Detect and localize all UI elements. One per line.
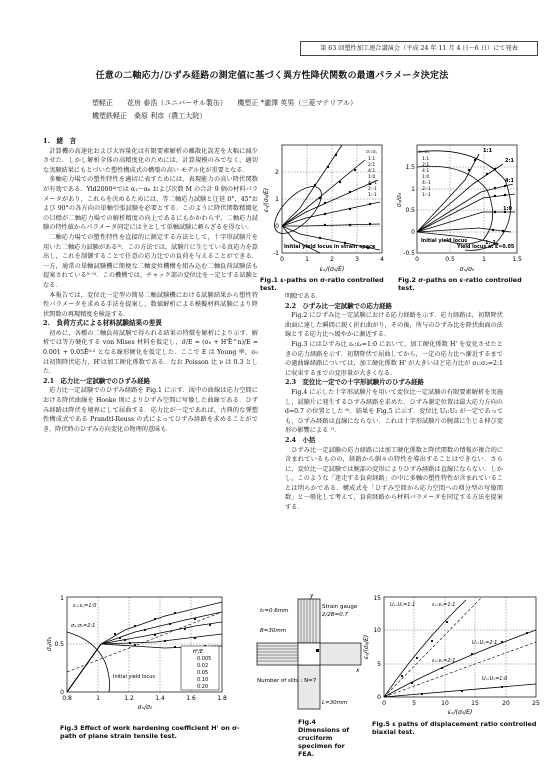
svg-text:3: 3	[355, 256, 359, 263]
path-1-0	[282, 202, 380, 226]
svg-text:1:1: 1:1	[483, 148, 492, 154]
paragraph: ひずみ比一定試験の応力経路には加工硬化係数と降伏関数の情報が複合的に含まれているものの，経路から個々の特性を導出することはできない．さらに，変位比一定試験では腕部の変形によりひずみ経路は直線にならない．しかし，このような「迷走する負荷経路」の中に多軸の塑性特性が含まれていることは明らかである．構成式を「ひずみ空間から応力空間への増分型の写像関数」と一般化して考えて，負荷経路から材料パラメータを同定する方法を提案する．	[285, 446, 503, 512]
paragraph: 本報告では，変位比一定型の簡易二軸試験機における試験結果から塑性特性パラメータを求める手法を提案し，数値解析による模擬材料試験により降伏関数の再現精度を検証する．	[43, 291, 258, 318]
svg-text:0.8: 0.8	[62, 695, 72, 702]
y-tick-labels	[403, 164, 415, 257]
svg-text:0.20: 0.20	[197, 684, 209, 690]
reference-lines	[384, 597, 536, 697]
svg-text:1.8: 1.8	[217, 695, 227, 702]
paragraph: 明瞭である．	[285, 293, 323, 300]
svg-text:1: 1	[96, 695, 100, 702]
path-1-1	[282, 145, 342, 226]
legend-title: σₓ:σᵧ	[366, 150, 377, 155]
annotation-2: Yield locus at Ē=0.05	[457, 245, 515, 250]
svg-text:0.5: 0.5	[54, 641, 64, 648]
legend	[422, 156, 431, 198]
section-2-2-heading: 2.2 ひずみ比一定試験での応力経路	[285, 301, 392, 310]
width-label: B=30mm	[260, 628, 287, 634]
paragraph: Fig.3 にはひずみ比 εᵣ:εᵣ=1:0 において，加工硬化係数 H' を変化させたときの応力経路を示す．初期降伏で屈曲してから，一定の応力比へ漸近するまでの過曲線経路については，加工硬化係数 H' が大きいほど応力比が σ₁:σ₂=2:1 に収束するまでの変形量が大きくなる．	[285, 340, 503, 377]
path-4-1	[282, 180, 378, 226]
x-axis-label: σₓ/σ₀	[459, 266, 475, 273]
section-2-3-heading: 2.3 変位比一定での十字形試験片のひずみ経路	[285, 378, 424, 387]
x-tick-labels	[280, 256, 384, 263]
gauge-position-label: 2/2B=0.7	[322, 612, 348, 618]
figure-3-caption: Fig.3 Effect of work hardening coefficient H' on σ-path of plane strain tensile test.	[60, 724, 240, 740]
paper-title: 任意の二軸応力/ひずみ経路の測定値に基づく異方性降伏関数の最適パラメータ決定法	[95, 71, 449, 81]
svg-text:4:1: 4:1	[368, 169, 376, 174]
svg-text:0.02: 0.02	[197, 663, 209, 669]
paragraph: 多軸応力場での塑性特性を適切に表すためには，表現能力の高い降伏関数が有効である．Yld2000⁴⁾では α₁〜α₈ および次数 M の合計 9 個の材料パラメータがあり，これらを決めるためには，等二軸応力試験と圧延 0°，45°および 90°の各方向の単軸引張試験を必要とする．このように降伏関数精緻化の目標が二軸応力場での解析精度の向上であるにもかかわらず，二軸応力試験の特性値からパラメータ同定には主として単軸試験に頼らざるを得ない．	[43, 176, 258, 232]
paragraph: 計算機の高速化および大容量化は有限要素解析の離散化誤差を大幅に減少させた．しかし解析全体の高精度化のためには，計算規模のみでなく，適切な実験結果にもとづいた塑性構成式の構築の高い モデル化が重要となる．	[43, 147, 258, 174]
svg-text:10: 10	[441, 700, 449, 707]
paragraph: Fig.2 にひずみ比一定試験における応力経路を示す．応力経路は，初期降伏曲面に達した瞬間に鋭く折れ曲がり，その後，所与のひずみ比を降伏曲面の法線とする応力比へ緩やかに漸近する．	[285, 312, 503, 339]
legend-title: H'/E	[193, 649, 203, 655]
annotation: Initial yield locus in strain space	[284, 244, 376, 250]
annotation-1: Initial yield locus	[421, 239, 468, 244]
author-block	[92, 97, 512, 123]
svg-text:1: 1	[482, 256, 486, 263]
section-2-4-heading: 2.4 小括	[285, 435, 316, 444]
ratio-label-2: σₓ:σᵧ=2:1	[71, 623, 96, 629]
svg-text:1: 1	[411, 186, 415, 193]
svg-text:εₓ:εᵧ=1:1: εₓ:εᵧ=1:1	[432, 602, 456, 608]
figure-5-caption: Fig.5 ε paths of displacement ratio controlled biaxial test.	[372, 720, 537, 736]
thickness-label: t₀=0.6mm	[260, 608, 289, 614]
svg-text:15: 15	[471, 700, 479, 707]
svg-text:25: 25	[532, 700, 540, 707]
paragraph: 応力比一定試験でのひずみ経路を Fig.1 に示す．図中の曲線は応力空間における降伏曲線を Hooke 則によりひずみ空間に写像した曲線である．ひずみ経路は降伏を境界にして屈曲する．応力比が一定であれば，古典的な弾塑性構成式である Prandtl-Reuss の式によってひずみ経路を求めることができ，降伏時のひずみ方向変化の物理的意味も	[43, 387, 258, 433]
svg-text:1:-1: 1:-1	[422, 193, 431, 198]
svg-text:0: 0	[415, 256, 419, 263]
svg-text:εₓ:εᵧ=2:1: εₓ:εᵧ=2:1	[432, 658, 456, 664]
ratio-label-1: εₓ:εᵧ=1:0	[73, 603, 97, 609]
strain-gauge-label: Strain gauge	[322, 604, 358, 610]
conference-header: 第 63 回塑性加工連合講演会（平成 24 年 11 月 4 日～6 日）にて発表	[300, 41, 538, 56]
right-column	[285, 292, 503, 590]
svg-text:1:-1: 1:-1	[485, 240, 497, 246]
x-axis-marker: x	[356, 667, 360, 674]
x-tick-labels	[62, 695, 227, 702]
svg-text:0.05: 0.05	[197, 670, 209, 676]
svg-text:0: 0	[275, 223, 279, 230]
svg-text:0: 0	[411, 229, 415, 236]
svg-text:0: 0	[60, 689, 64, 696]
legend-title: εₓ:εᵧ	[419, 150, 430, 155]
paragraph: Fig.4 に示した十字形試験片を用いて変位比一定試験の有限要素解析を実施し，試験片に発生するひずみ経路を求めた．ひずみ測定位置は最大応力方向の d=0.7 の位置とした ⁶⁾．結果を Fig.5 に示す．変位比 U₁:U₂ が一定であっても，ひずみ経路は直線にならない．これは十字形試験片の腕部に生じる伸び変形の影響による ⁷⁾．	[285, 388, 503, 435]
svg-text:4: 4	[380, 256, 384, 263]
y-axis-label: σᵧ/σ₀	[46, 636, 53, 652]
svg-text:1:1: 1:1	[422, 157, 430, 162]
figure-1	[260, 140, 390, 275]
y-axis-label: σᵧ/σ₀	[396, 192, 403, 208]
svg-text:1:0: 1:0	[503, 206, 512, 212]
figure-2	[395, 140, 525, 275]
svg-text:1: 1	[305, 256, 309, 263]
svg-text:0.10: 0.10	[197, 677, 209, 683]
svg-text:0.5: 0.5	[405, 207, 415, 214]
path-2-1	[282, 160, 365, 226]
svg-text:5: 5	[377, 661, 381, 668]
svg-text:2:-1: 2:-1	[422, 187, 431, 192]
paragraph: 初めに，各種の二軸負荷試験で得られる結果の特徴を解析により示す．解析では等方硬化する von Mises 材料を仮定し，σ̄/E = (σ₀ + H'Ē^n)/E = 0.001 + 0.05Ē⁰·² となる線形硬化を仮定した．ここで E は Young 率，σ₀ は初期降伏応力，H'は加工硬化係数である．なお Poisson 比 ν は 0.3 とした．	[43, 329, 258, 376]
svg-text:4:-1: 4:-1	[368, 181, 377, 186]
svg-text:1:1: 1:1	[368, 157, 376, 162]
section-2-1-heading: 2.1 応力比一定試験でのひずみ経路	[43, 376, 150, 385]
svg-text:-1: -1	[273, 250, 279, 257]
svg-text:2:1: 2:1	[368, 163, 376, 168]
stress-paths	[417, 154, 515, 244]
left-column	[43, 137, 258, 587]
paragraph: 二軸応力場での塑性特性を直接的に測定する方法として，十字形試験片を用いた二軸応力試験がある³⁾．この方法では，試験片に生じている真応力を算出し，これを制御することで任意の応力比での負荷を与えることができる．一方，通常の単軸試験機に簡便な二軸変位機構を組み込む二軸負荷試験法も提案されている³⁻⁵⁾．この機構では，チャック部の変位比を一定とする試験となる．	[43, 233, 258, 289]
figure-3	[45, 592, 230, 712]
author-line-2: 機塑鉄軽正 桑原 利彦（農工大院）	[92, 112, 207, 120]
svg-text:20: 20	[502, 700, 510, 707]
figure-4-caption: Fig.4 Dimensions of cruciform specimen for FEA.	[298, 718, 350, 758]
y-tick-labels	[54, 595, 64, 696]
svg-text:1:-1: 1:-1	[368, 193, 377, 198]
svg-text:1.4: 1.4	[155, 695, 165, 702]
svg-text:4:-1: 4:-1	[422, 181, 431, 186]
x-tick-labels	[382, 700, 540, 707]
length-label: L=30mm	[322, 700, 348, 706]
y-axis-label: εᵧ/(σ₀/E)	[263, 187, 270, 213]
legend	[368, 156, 377, 198]
svg-text:0: 0	[382, 700, 386, 707]
annotation: Initial yield locus	[113, 674, 155, 680]
strain-paths	[384, 600, 536, 697]
svg-text:1:0: 1:0	[422, 175, 430, 180]
path-labels	[390, 602, 507, 682]
figure-2-caption: Fig.2 σ-paths on ε-ratio controlled test.	[398, 276, 522, 292]
svg-text:2: 2	[330, 256, 334, 263]
svg-text:Uₓ:Uᵧ=1:1: Uₓ:Uᵧ=1:1	[390, 602, 416, 608]
svg-text:1: 1	[60, 595, 64, 602]
y-tick-labels	[373, 595, 381, 701]
svg-text:0.005: 0.005	[197, 656, 212, 662]
slits-label: Number of slits : N=7	[257, 678, 317, 684]
x-tick-labels	[415, 256, 522, 263]
svg-text:10: 10	[373, 627, 381, 634]
svg-text:2:-1: 2:-1	[368, 187, 377, 192]
svg-text:5: 5	[412, 700, 416, 707]
svg-text:0.5: 0.5	[445, 256, 455, 263]
svg-text:1.2: 1.2	[124, 695, 134, 702]
section-2-heading: 2. 負荷方式による材料試験結果の差異	[43, 319, 162, 328]
svg-text:1.5: 1.5	[512, 256, 522, 263]
svg-text:2:1: 2:1	[505, 158, 514, 164]
svg-text:1: 1	[275, 196, 279, 203]
svg-text:0: 0	[377, 694, 381, 701]
author-line-1: 塑軽正 花房 泰浩（ユニバーサル製缶） 機塑正 *瀧澤 英男（三菱マテリアル）	[92, 99, 358, 107]
x-axis-label: εₓ/(σ₀/E)	[319, 266, 345, 273]
svg-text:4:1: 4:1	[505, 178, 514, 184]
section-1-heading: 1. 緒 言	[43, 137, 77, 145]
x-axis-label: εₓ/(σ₀/E)	[447, 709, 473, 716]
y-axis-marker: y	[310, 594, 314, 599]
svg-text:1.6: 1.6	[186, 695, 196, 702]
svg-text:15: 15	[373, 595, 381, 602]
svg-text:1:0: 1:0	[368, 175, 376, 180]
svg-text:1.5: 1.5	[405, 164, 415, 171]
svg-text:-0.5: -0.5	[403, 250, 415, 257]
svg-text:2:1: 2:1	[422, 163, 430, 168]
figure-1-caption: Fig.1 ε-paths on σ-ratio controlled test.	[260, 276, 384, 292]
x-axis-label: σₓ/σ₀	[137, 704, 153, 711]
svg-text:Uₓ:Uᵧ=1:0: Uₓ:Uᵧ=1:0	[482, 676, 508, 682]
svg-text:2: 2	[275, 169, 279, 176]
svg-text:Uₓ:Uᵧ=2:1: Uₓ:Uᵧ=2:1	[472, 640, 498, 646]
svg-text:4:1: 4:1	[422, 169, 430, 174]
path-4-m1	[282, 224, 380, 226]
y-axis-label: εᵧ/(σ₀/E)	[363, 634, 370, 660]
strain-gauge-marker	[316, 649, 319, 652]
svg-text:0: 0	[280, 256, 284, 263]
yield-locus-later	[417, 151, 511, 251]
figure-4	[252, 594, 362, 719]
figure-5	[362, 592, 542, 717]
